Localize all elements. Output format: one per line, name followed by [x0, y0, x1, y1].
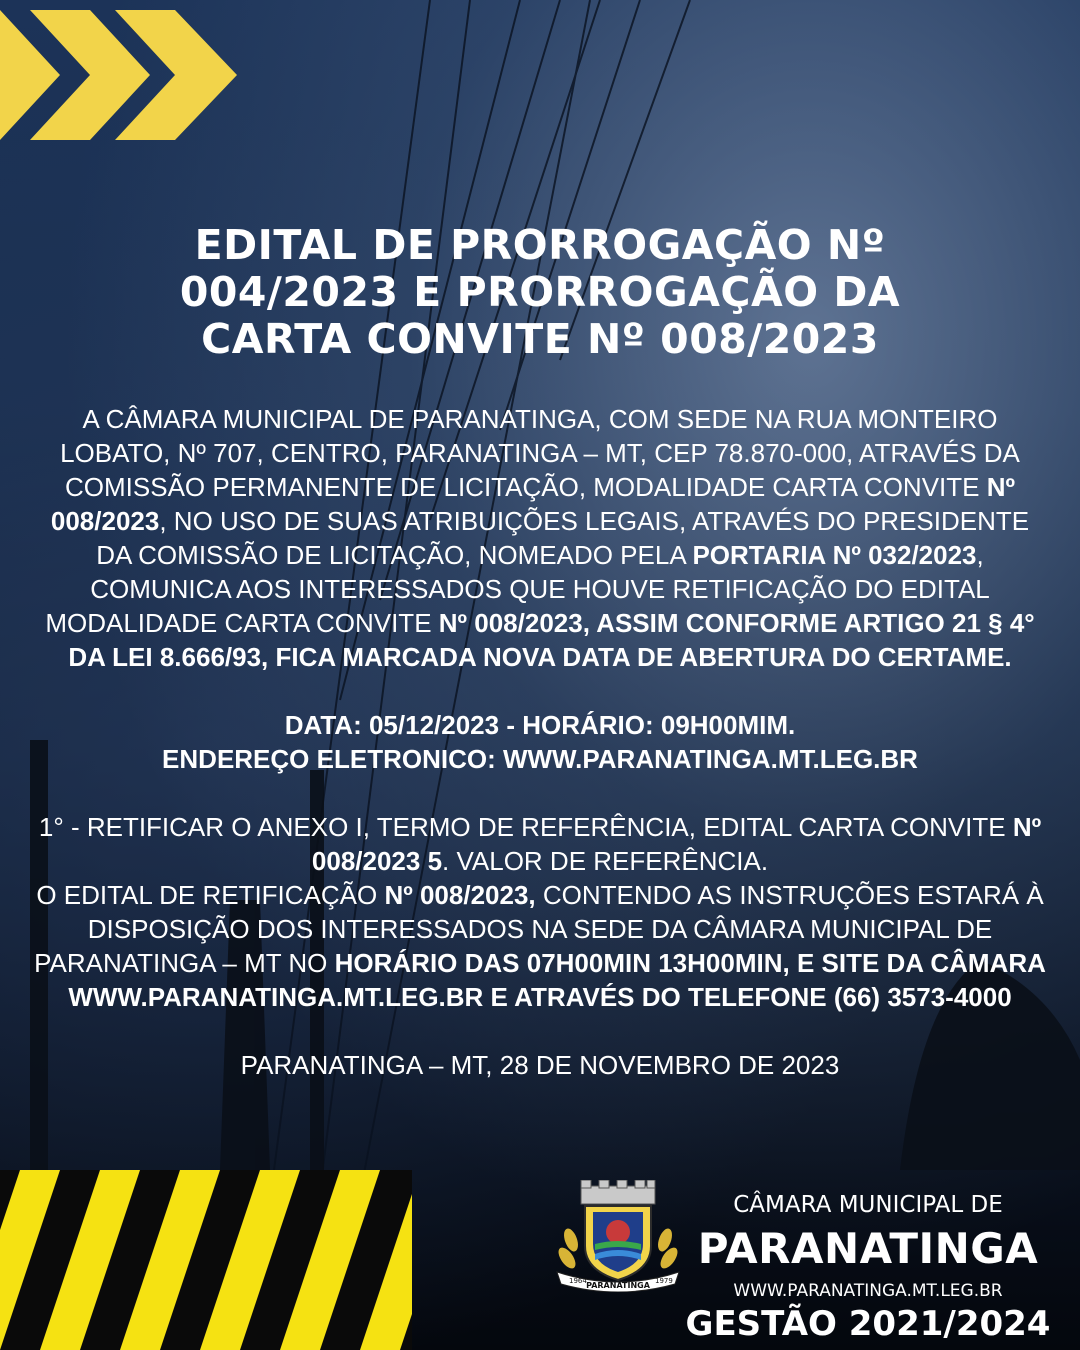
footer-website: WWW.PARANATINGA.MT.LEG.BR [733, 1281, 1003, 1301]
notice-paragraph-3: 1° - RETIFICAR O ANEXO I, TERMO DE REFERÊNCIA, EDITAL CARTA CONVITE Nº 008/2023 5. VALOR DE REFERÊNCIA. [38, 812, 1042, 876]
footer-chamber-label: CÂMARA MUNICIPAL DE [733, 1192, 1003, 1218]
notice-paragraph-4: O EDITAL DE RETIFICAÇÃO Nº 008/2023, CONTENDO AS INSTRUÇÕES ESTARÁ À DISPOSIÇÃO DOS INTERESSADOS NA SEDE DA CÂMARA MUNICIPAL DE PARANATINGA – MT NO HORÁRIO DAS 07H00MIN 13H00MIN, E SITE DA CÂMARA WWW.PARANATINGA.MT.LEG.BR E ATRAVÉS DO TELEFONE (66) 3573-4000 [34, 880, 1046, 1012]
hazard-stripes-decoration [0, 1170, 420, 1350]
page-title: EDITAL DE PRORROGAÇÃO Nº 004/2023 E PRORROGAÇÃO DA CARTA CONVITE Nº 008/2023 [179, 221, 901, 363]
seal-name: PARANATINGA [586, 1281, 650, 1290]
opening-date-block [30, 708, 1050, 776]
notice-paragraph-1: A CÂMARA MUNICIPAL DE PARANATINGA, COM SEDE NA RUA MONTEIRO LOBATO, Nº 707, CENTRO, PARANATINGA – MT, CEP 78.870-000, ATRAVÉS DA COMISSÃO PERMANENTE DE LICITAÇÃO, MODALIDADE CARTA CONVITE Nº 008/2023, NO USO DE SUAS ATRIBUIÇÕES LEGAIS, ATRAVÉS DO PRESIDENTE DA COMISSÃO DE LICITAÇÃO, NOMEADO PELA PORTARIA Nº 032/2023, COMUNICA AOS INTERESSADOS QUE HOUVE RETIFICAÇÃO DO EDITAL MODALIDADE CARTA CONVITE Nº 008/2023, ASSIM CONFORME ARTIGO 21 § 4° DA LEI 8.666/93, FICA MARCADA NOVA DATA DE ABERTURA DO CERTAME. [45, 404, 1035, 672]
seal-year-left: 1964 [569, 1277, 587, 1285]
seal-year-right: 1979 [655, 1277, 673, 1285]
footer-city-name: PARANATINGA [697, 1224, 1039, 1273]
chevron-arrows-icon [0, 0, 260, 150]
electronic-address: ENDEREÇO ELETRONICO: WWW.PARANATINGA.MT.LEG.BR [162, 744, 918, 774]
date-line: PARANATINGA – MT, 28 DE NOVEMBRO DE 2023 [240, 1050, 840, 1080]
opening-date: DATA: 05/12/2023 - HORÁRIO: 09H00MIM. [284, 710, 796, 740]
footer-term: GESTÃO 2021/2024 [685, 1304, 1051, 1344]
municipal-seal-icon [553, 1180, 683, 1292]
notice-body [30, 402, 1050, 1082]
